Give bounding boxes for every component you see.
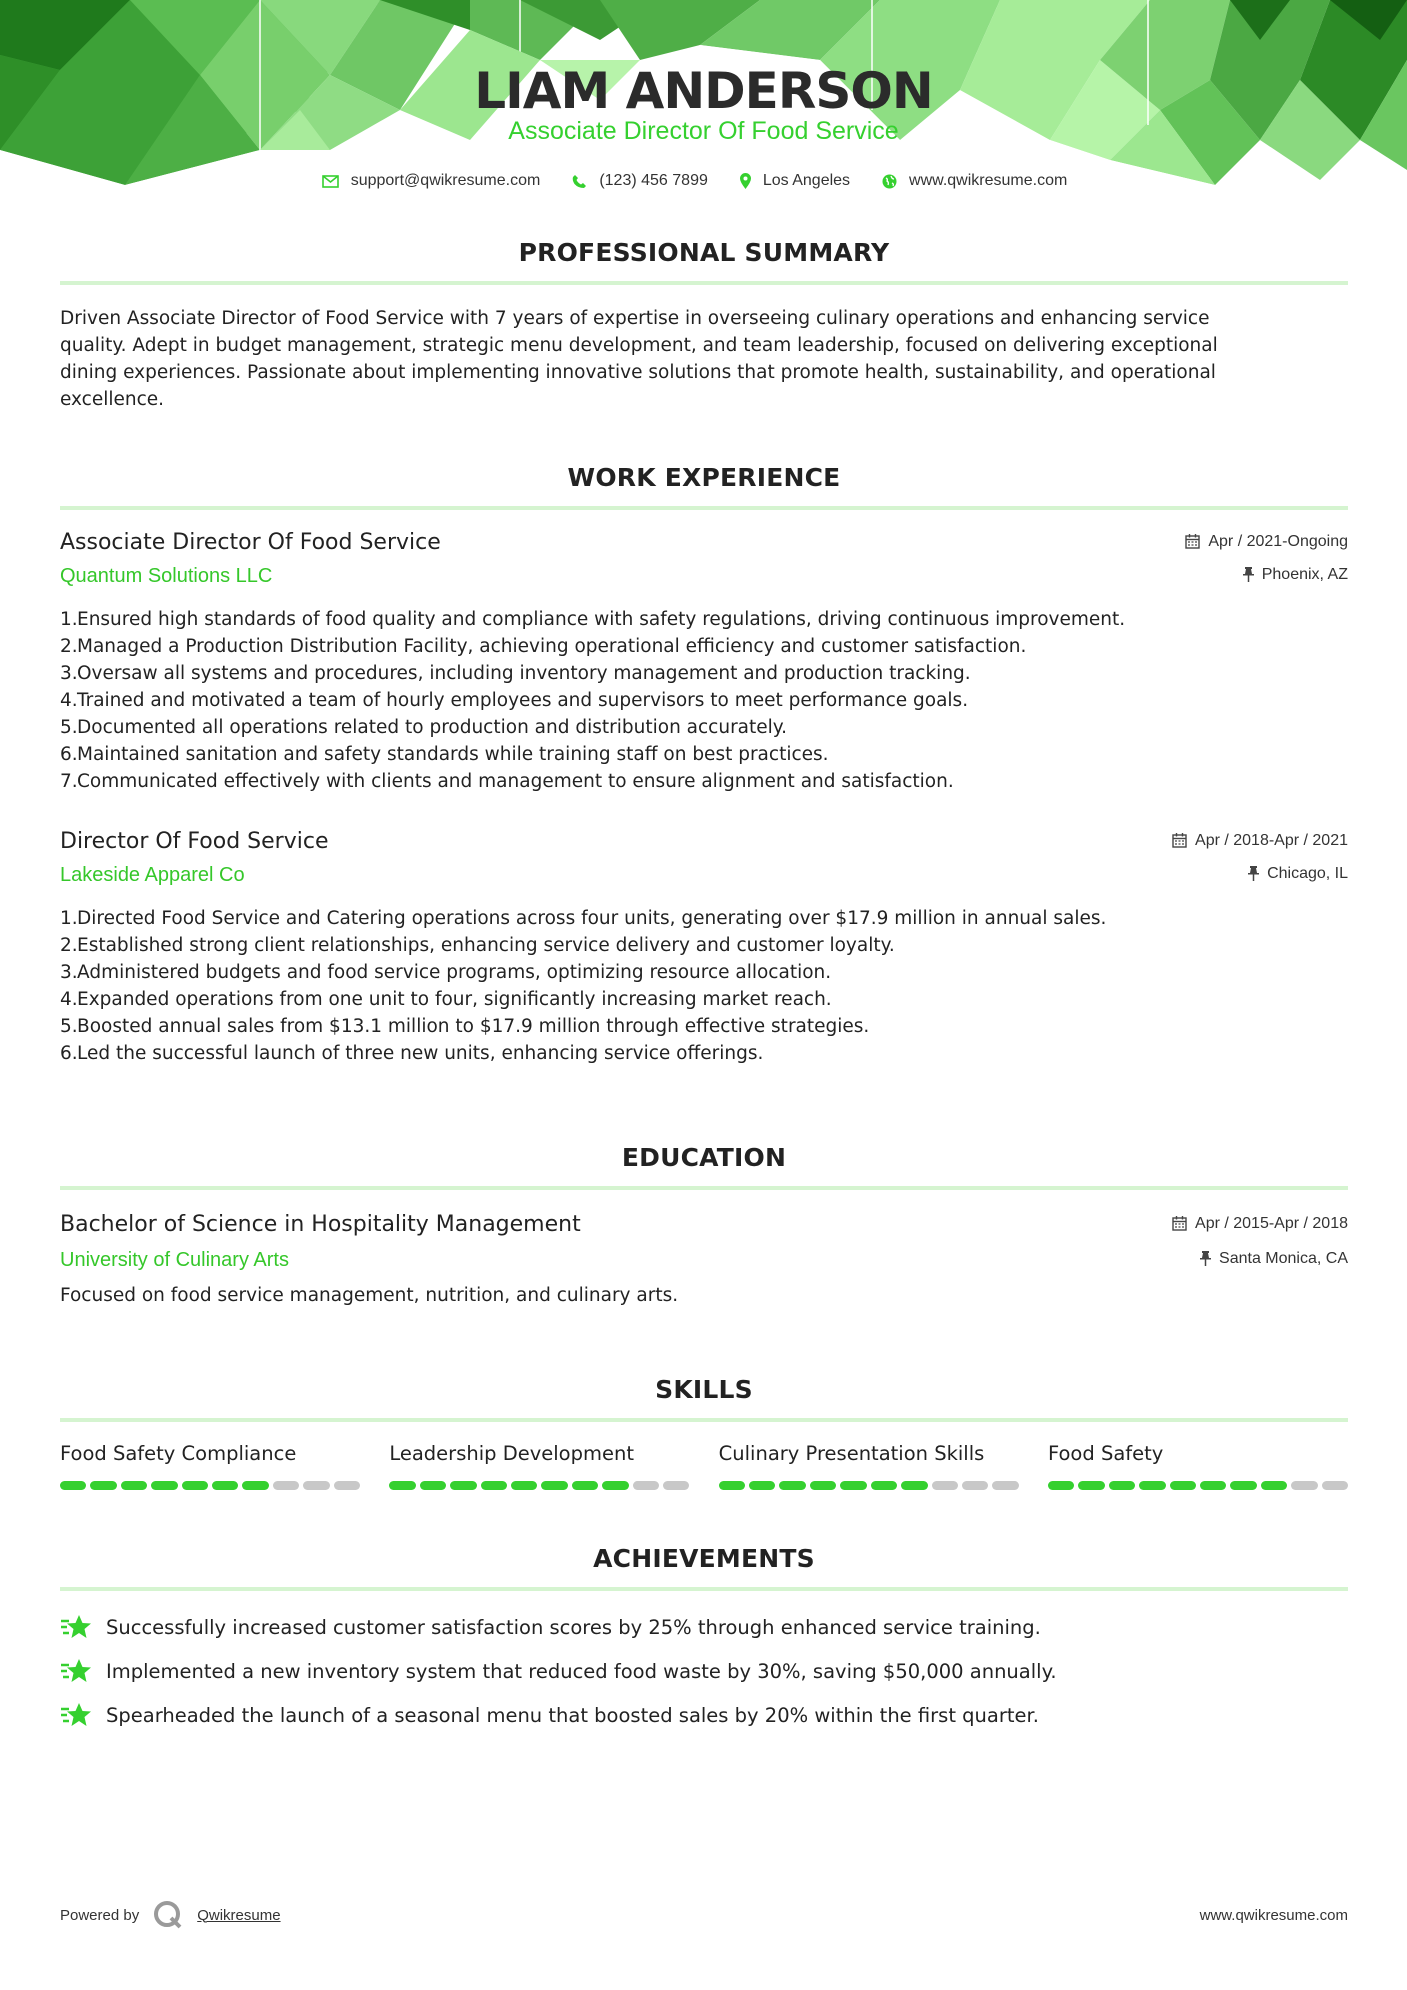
achievement-text: Implemented a new inventory system that reduced food waste by 30%, saving $50,000 annually. [106, 1659, 1057, 1683]
skill-name: Food Safety [1047, 1442, 1164, 1465]
star-icon [60, 1657, 92, 1685]
skill-segment-filled [389, 1481, 415, 1490]
education-dates-text: Apr / 2015-Apr / 2018 [1195, 1214, 1348, 1232]
achievement-item [60, 1649, 1348, 1693]
skill-segment-filled [719, 1481, 745, 1490]
experience-title: WORK EXPERIENCE [567, 463, 841, 492]
skill-segment-filled [151, 1481, 177, 1490]
skill-name: Food Safety Compliance [60, 1442, 297, 1465]
skill-level-bar [60, 1481, 360, 1490]
skills-title: SKILLS [655, 1375, 753, 1404]
skill-segment-filled [90, 1481, 116, 1490]
job-dates [1172, 832, 1348, 850]
list-item: 4. Expanded operations from one unit to four, significantly increasing market reach. [60, 989, 832, 1010]
skill-segment-filled [1139, 1481, 1165, 1490]
summary-line: Driven Associate Director of Food Service with 7 years of expertise in overseeing culinary operations and enhancing service [60, 308, 1210, 329]
skill-segment-filled [541, 1481, 567, 1490]
list-item: 6. Led the successful launch of three new units, enhancing service offerings. [60, 1043, 764, 1064]
summary-text [60, 305, 1348, 413]
calendar-icon [1185, 534, 1200, 549]
skill-segment-filled [182, 1481, 208, 1490]
job-bullets [60, 905, 1348, 1067]
list-item: 2. Established strong client relationships, enhancing service delivery and customer loyalty. [60, 935, 895, 956]
school-name: University of Culinary Arts [60, 1249, 289, 1271]
skill-segment-filled [242, 1481, 268, 1490]
skill-segment-filled [481, 1481, 507, 1490]
education-location [1200, 1250, 1348, 1268]
section-divider [60, 1186, 1348, 1190]
job-company: Lakeside Apparel Co [60, 864, 245, 886]
achievement-item [60, 1605, 1348, 1649]
skill-segment-filled [511, 1481, 537, 1490]
education-title: EDUCATION [621, 1143, 787, 1172]
job-title: Director Of Food Service [60, 829, 329, 854]
education-description: Focused on food service management, nutrition, and culinary arts. [60, 1285, 679, 1306]
pushpin-icon [1243, 567, 1254, 582]
qwikresume-link[interactable]: Qwikresume [197, 1906, 281, 1924]
globe-icon [882, 174, 897, 189]
list-item: 7. Communicated effectively with clients and management to ensure alignment and satisfaction. [60, 771, 954, 792]
skill-name: Culinary Presentation Skills [718, 1442, 985, 1465]
job-location-text: Phoenix, AZ [1261, 565, 1348, 583]
achievements-title: ACHIEVEMENTS [593, 1544, 815, 1573]
skill-segment-empty [1291, 1481, 1317, 1490]
skill-item [1048, 1442, 1348, 1490]
footer-branding [60, 1900, 281, 1930]
skill-segment-empty [1322, 1481, 1348, 1490]
envelope-icon [322, 175, 339, 188]
calendar-icon [1172, 1216, 1187, 1231]
skill-segment-empty [273, 1481, 299, 1490]
footer [60, 1900, 1348, 1930]
job-bullets [60, 606, 1348, 795]
skill-segment-empty [932, 1481, 958, 1490]
education-dates [1172, 1215, 1348, 1233]
experience-section [60, 463, 1348, 1067]
contact-website[interactable] [882, 172, 1067, 190]
skill-segment-filled [1048, 1481, 1074, 1490]
achievement-text: Successfully increased customer satisfaction scores by 25% through enhanced service training. [106, 1615, 1041, 1639]
skill-segment-filled [1170, 1481, 1196, 1490]
star-icon [60, 1613, 92, 1641]
list-item: 5. Documented all operations related to production and distribution accurately. [60, 717, 787, 738]
section-divider [60, 281, 1348, 285]
skill-item [389, 1442, 689, 1490]
skill-level-bar [1048, 1481, 1348, 1490]
skill-segment-filled [602, 1481, 628, 1490]
phone-icon [572, 174, 587, 189]
job-location-text: Chicago, IL [1267, 864, 1348, 882]
list-item: 5. Boosted annual sales from $13.1 million to $17.9 million through effective strategies. [60, 1016, 870, 1037]
email-text: support@qwikresume.com [350, 172, 541, 189]
contact-email[interactable] [322, 172, 541, 190]
powered-by-label: Powered by [60, 1906, 140, 1924]
skill-segment-filled [901, 1481, 927, 1490]
list-item: 1. Ensured high standards of food quality and compliance with safety regulations, driving continuous improvement. [60, 609, 1126, 630]
achievement-item [60, 1693, 1348, 1737]
education-section [60, 1143, 1348, 1309]
skill-segment-filled [1109, 1481, 1135, 1490]
job-dates-text: Apr / 2021-Ongoing [1208, 532, 1348, 550]
resume-header [0, 58, 1407, 144]
skill-segment-filled [840, 1481, 866, 1490]
candidate-name: LIAM ANDERSON [474, 62, 933, 120]
list-item: 6. Maintained sanitation and safety standards while training staff on best practices. [60, 744, 829, 765]
achievement-text: Spearheaded the launch of a seasonal menu that boosted sales by 20% within the first quarter. [106, 1703, 1039, 1727]
qwikresume-logo-icon [153, 1900, 183, 1930]
list-item: 3. Administered budgets and food service programs, optimizing resource allocation. [60, 962, 832, 983]
section-divider [60, 506, 1348, 510]
skill-name: Leadership Development [389, 1442, 634, 1465]
contact-bar [0, 172, 1407, 190]
job-location [1248, 865, 1348, 883]
skills-list [60, 1442, 1348, 1490]
skill-segment-empty [992, 1481, 1018, 1490]
skill-segment-filled [1200, 1481, 1226, 1490]
summary-line: dining experiences. Passionate about implementing innovative solutions that promote health, sustainability, and operational [60, 362, 1216, 383]
skill-segment-empty [303, 1481, 329, 1490]
skill-segment-filled [810, 1481, 836, 1490]
calendar-icon [1172, 833, 1187, 848]
list-item: 3. Oversaw all systems and procedures, including inventory management and production tracking. [60, 663, 971, 684]
degree-title: Bachelor of Science in Hospitality Management [60, 1212, 581, 1237]
achievements-list [60, 1605, 1348, 1737]
pushpin-icon [1200, 1251, 1211, 1266]
summary-line: quality. Adept in budget management, strategic menu development, and team leadership, focused on delivering exceptional [60, 335, 1218, 356]
phone-text: (123) 456 7899 [599, 172, 708, 189]
contact-location [740, 172, 850, 190]
list-item: 4. Trained and motivated a team of hourly employees and supervisors to meet performance goals. [60, 690, 969, 711]
skill-segment-empty [663, 1481, 689, 1490]
skill-segment-filled [1230, 1481, 1256, 1490]
section-divider [60, 1587, 1348, 1591]
job-location [1243, 566, 1348, 584]
map-pin-icon [740, 173, 751, 189]
skill-segment-filled [871, 1481, 897, 1490]
skill-segment-filled [420, 1481, 446, 1490]
candidate-role: Associate Director Of Food Service [508, 117, 899, 145]
job-company: Quantum Solutions LLC [60, 565, 273, 587]
footer-website[interactable]: www.qwikresume.com [1199, 1906, 1348, 1924]
skill-item [719, 1442, 1019, 1490]
summary-section [60, 238, 1348, 413]
summary-title: PROFESSIONAL SUMMARY [518, 238, 890, 267]
list-item: 2. Managed a Production Distribution Facility, achieving operational efficiency and customer satisfaction. [60, 636, 1027, 657]
education-location-text: Santa Monica, CA [1219, 1249, 1348, 1267]
pushpin-icon [1248, 866, 1259, 881]
skill-segment-filled [779, 1481, 805, 1490]
skill-segment-filled [60, 1481, 86, 1490]
skill-segment-empty [334, 1481, 360, 1490]
achievements-section [60, 1544, 1348, 1737]
job-dates-text: Apr / 2018-Apr / 2021 [1195, 831, 1348, 849]
skill-item [60, 1442, 360, 1490]
skill-segment-empty [962, 1481, 988, 1490]
skill-segment-filled [121, 1481, 147, 1490]
skill-segment-filled [1261, 1481, 1287, 1490]
skill-segment-filled [450, 1481, 476, 1490]
skill-level-bar [389, 1481, 689, 1490]
star-icon [60, 1701, 92, 1729]
skill-segment-filled [572, 1481, 598, 1490]
summary-line: excellence. [60, 389, 165, 410]
job-title: Associate Director Of Food Service [60, 530, 441, 555]
job-entry [60, 530, 1348, 795]
contact-phone[interactable] [572, 172, 708, 190]
skill-segment-empty [633, 1481, 659, 1490]
section-divider [60, 1418, 1348, 1422]
skill-segment-filled [749, 1481, 775, 1490]
job-dates [1185, 533, 1348, 551]
skill-segment-filled [212, 1481, 238, 1490]
skill-segment-filled [1078, 1481, 1104, 1490]
job-entry [60, 829, 1348, 1067]
skill-level-bar [719, 1481, 1019, 1490]
skills-section [60, 1375, 1348, 1490]
list-item: 1. Directed Food Service and Catering operations across four units, generating over $17.9 million in annual sales. [60, 908, 1107, 929]
location-text: Los Angeles [762, 172, 851, 189]
website-text: www.qwikresume.com [909, 172, 1068, 189]
